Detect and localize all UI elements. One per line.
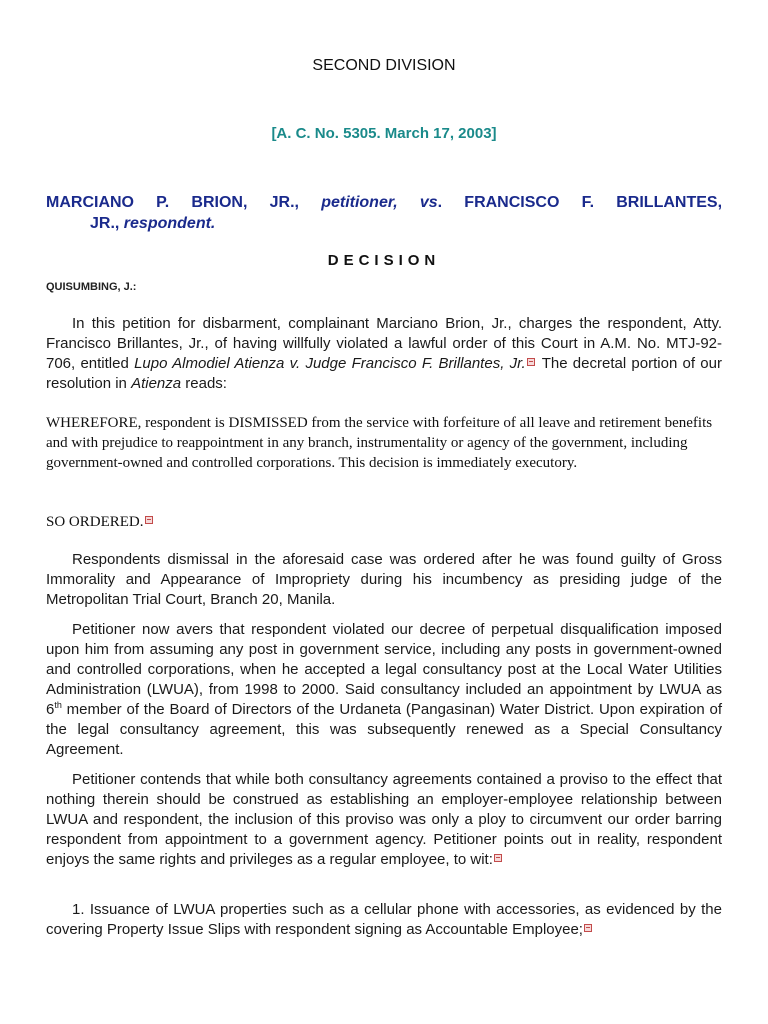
paragraph-5: 1. Issuance of LWUA properties such as a cellular phone with accessories, as evidenced by the covering Property Issue Slips with respondent signing as Accountable Employee;	[46, 901, 722, 938]
respondent-role: respondent.	[123, 215, 216, 232]
paragraph-2: Respondents dismissal in the aforesaid case was ordered after he was found guilty of Gross Immorality and Appearance of Impropriety during his incumbency as presiding judge of the Metropolitan Trial Court, Branch 20, Manila.	[46, 551, 722, 608]
case-parties-line-1: MARCIANO P. BRION, JR., petitioner, vs. FRANCISCO F. BRILLANTES,	[46, 194, 723, 211]
paragraph-4: Petitioner contends that while both consultancy agreements contained a proviso to the effect that nothing therein should be construed as establishing an employer-employee relationship between LWUA and respondent, the inclusion of this proviso was only a ploy to circumvent our order barring respondent from appointment to a government agency. Petitioner points out in reality, respondent enjoys the same rights and privileges as a regular employee, to wit:	[46, 771, 722, 868]
case-number: [A. C. No. 5305. March 17, 2003]	[271, 125, 497, 142]
ponente: QUISUMBING, J.:	[46, 281, 137, 293]
footnote-icon[interactable]	[584, 924, 592, 932]
case-short-name: Atienza	[131, 375, 182, 392]
footnote-icon[interactable]	[145, 516, 153, 524]
quoted-so-ordered: SO ORDERED.	[46, 512, 722, 532]
paragraph-1: In this petition for disbarment, complainant Marciano Brion, Jr., charges the respondent, Atty. Francisco Brillantes, Jr., of having willfully violated a lawful order of this Court in A.M. No. MTJ-92-706, entitled Lupo Almodiel Atienza v. Judge Francisco F. Brillantes, Jr. The decretal portion of our resolution in Atienza reads:	[46, 315, 722, 392]
ordinal-suffix: th	[54, 700, 62, 710]
decision-title: DECISION	[327, 252, 441, 269]
division-heading: SECOND DIVISION	[312, 57, 456, 74]
petitioner-role: petitioner,	[321, 194, 398, 211]
versus-label: vs	[419, 194, 438, 211]
footnote-icon[interactable]	[494, 854, 502, 862]
case-parties-line-2	[90, 213, 215, 234]
footnote-icon[interactable]	[527, 358, 535, 366]
petitioner-name: MARCIANO P. BRION, JR.,	[46, 194, 299, 211]
quoted-dispositive: WHEREFORE, respondent is DISMISSED from the service with forfeiture of all leave and retirement benefits and with prejudice to reappointment in any branch, instrumentality or agency of the government, including government-owned and controlled corporations. This decision is immediately executory.	[46, 415, 713, 471]
paragraph-3: Petitioner now avers that respondent violated our decree of perpetual disqualification imposed upon him from assuming any post in government service, including any posts in government-owned and controlled corporations, when he accepted a legal consultancy post at the Local Water Utilities Administration (LWUA), from 1998 to 2000. Said consultancy included an appointment by LWUA as 6th member of the Board of Directors of the Urdaneta (Pangasinan) Water District. Upon expiration of the legal consultancy agreement, this was subsequently renewed as a Special Consultancy Agreement.	[46, 621, 722, 758]
respondent-name-suffix: JR.,	[90, 215, 120, 232]
case-citation: Lupo Almodiel Atienza v. Judge Francisco F. Brillantes, Jr.	[134, 355, 526, 372]
respondent-name: FRANCISCO F. BRILLANTES,	[464, 194, 723, 211]
